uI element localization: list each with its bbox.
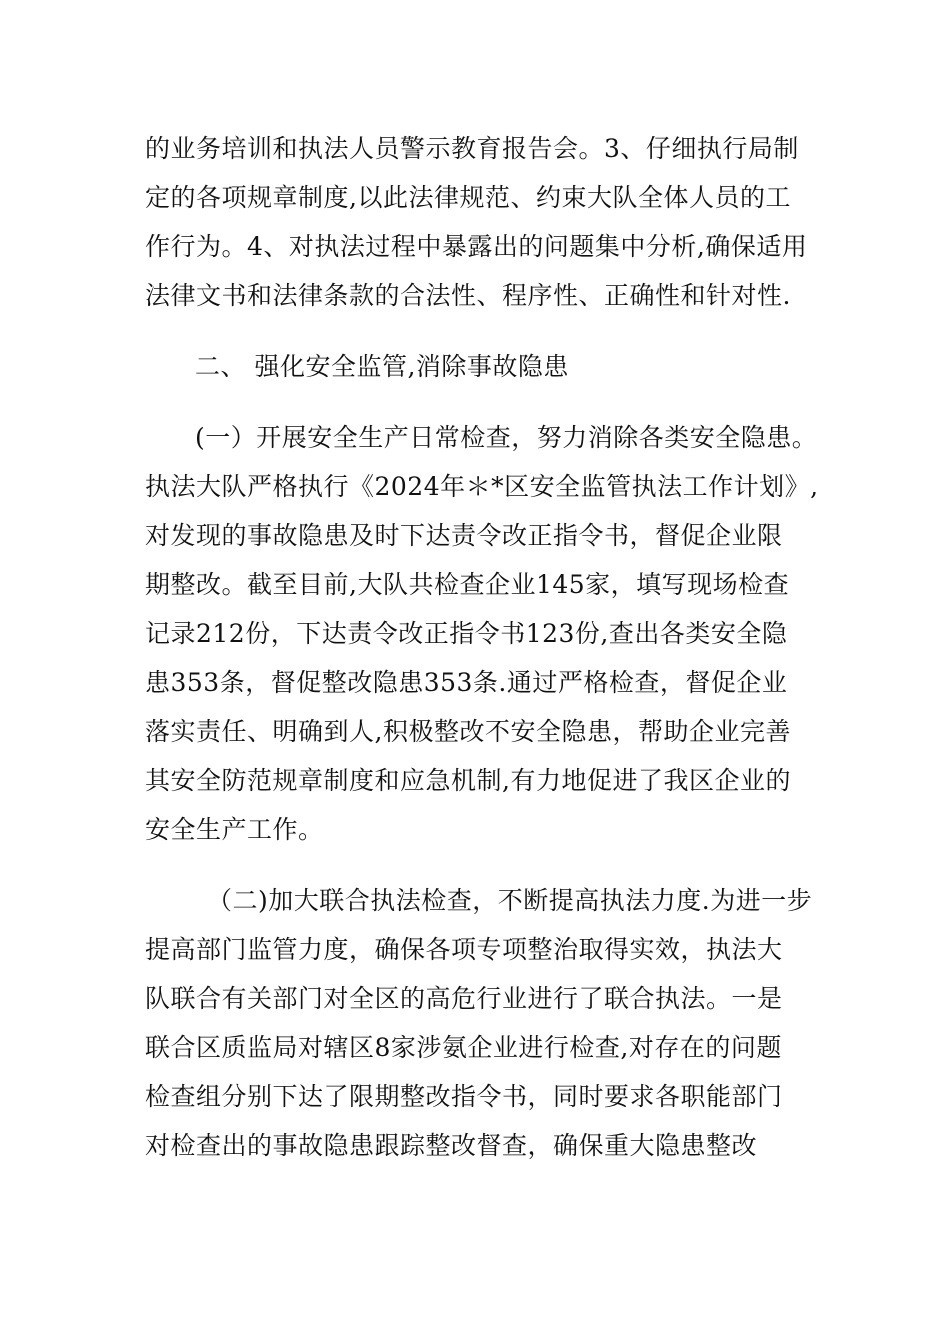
paragraph-line: 定的各项规章制度,以此法律规范、约束大队全体人员的工 <box>145 183 791 212</box>
paragraph-line: 的业务培训和执法人员警示教育报告会。3、仔细执行局制 <box>145 134 799 163</box>
paragraph-line: 联合区质监局对辖区8家涉氨企业进行检查,对存在的问题 <box>145 1033 782 1062</box>
document-body <box>145 124 825 1170</box>
section-heading: 二、 强化安全监管,消除事故隐患 <box>195 352 569 381</box>
paragraph-line: 作行为。4、对执法过程中暴露出的问题集中分析,确保适用 <box>145 232 808 261</box>
paragraph-line: 安全生产工作。 <box>145 815 324 844</box>
paragraph-line: 队联合有关部门对全区的高危行业进行了联合执法。一是 <box>145 984 783 1013</box>
paragraph-spacer <box>145 854 825 876</box>
paragraph-line: 对检查出的事故隐患跟踪整改督查，确保重大隐患整改 <box>145 1131 758 1160</box>
paragraph-line: 提高部门监管力度，确保各项专项整治取得实效，执法大 <box>145 935 783 964</box>
paragraph-line: 患353条，督促整改隐患353条.通过严格检查，督促企业 <box>145 668 788 697</box>
paragraph-spacer <box>145 320 825 342</box>
paragraph-line: 其安全防范规章制度和应急机制,有力地促进了我区企业的 <box>145 766 791 795</box>
paragraph-line: 对发现的事故隐患及时下达责令改正指令书，督促企业限 <box>145 521 783 550</box>
paragraph-line: 记录212份，下达责令改正指令书123份,查出各类安全隐 <box>145 619 788 648</box>
paragraph-line: 检查组分别下达了限期整改指令书，同时要求各职能部门 <box>145 1082 783 1111</box>
paragraph-line: 落实责任、明确到人,积极整改不安全隐患，帮助企业完善 <box>145 717 791 746</box>
paragraph-line: （二)加大联合执法检查，不断提高执法力度.为进一步 <box>207 886 813 915</box>
paragraph-line: 期整改。截至目前,大队共检查企业145家，填写现场检查 <box>145 570 790 599</box>
paragraph-line: 执法大队严格执行《2024年＊*区安全监管执法工作计划》, <box>145 472 819 501</box>
paragraph-line: (一）开展安全生产日常检查，努力消除各类安全隐患。 <box>195 423 818 452</box>
paragraph-line: 法律文书和法律条款的合法性、程序性、正确性和针对性. <box>145 281 791 310</box>
paragraph-spacer <box>145 391 825 413</box>
